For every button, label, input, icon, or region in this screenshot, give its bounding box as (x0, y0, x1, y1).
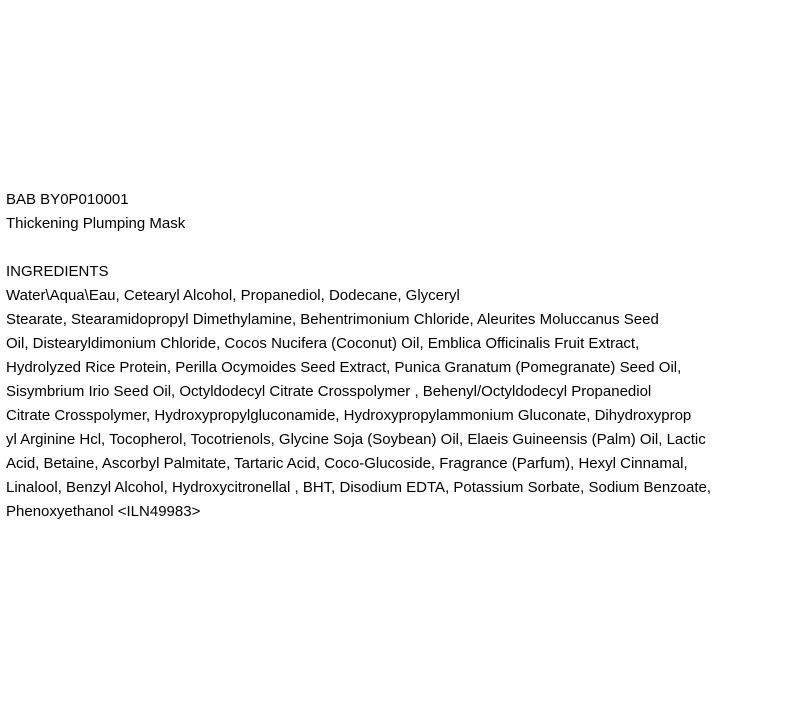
ingredients-line-3: Oil, Distearyldimonium Chloride, Cocos Nucifera (Coconut) Oil, Emblica Officinalis Fruit Extract, (6, 335, 640, 352)
ingredients-line-2: Stearate, Stearamidopropyl Dimethylamine, Behentrimonium Chloride, Aleurites Moluccanus Seed (6, 311, 659, 328)
ingredients-line-10: Phenoxyethanol <ILN49983> (6, 503, 201, 520)
ingredients-heading: INGREDIENTS (6, 263, 109, 280)
ingredients-line-8: Acid, Betaine, Ascorbyl Palmitate, Tartaric Acid, Coco-Glucoside, Fragrance (Parfum), Hexyl Cinnamal, (6, 455, 688, 472)
ingredients-document (6, 188, 796, 524)
ingredients-line-5: Sisymbrium Irio Seed Oil, Octyldodecyl Citrate Crosspolymer , Behenyl/Octyldodecyl Propanediol (6, 383, 652, 400)
spacer (6, 236, 796, 260)
product-name: Thickening Plumping Mask (6, 215, 186, 232)
ingredients-line-7: yl Arginine Hcl, Tocopherol, Tocotrienols, Glycine Soja (Soybean) Oil, Elaeis Guineensis (Palm) Oil, Lactic (6, 431, 706, 448)
ingredients-line-4: Hydrolyzed Rice Protein, Perilla Ocymoides Seed Extract, Punica Granatum (Pomegranate) Seed Oil, (6, 359, 682, 376)
ingredients-line-9: Linalool, Benzyl Alcohol, Hydroxycitronellal , BHT, Disodium EDTA, Potassium Sorbate, Sodium Benzoate, (6, 479, 712, 496)
ingredients-line-1: Water\Aqua\Eau, Cetearyl Alcohol, Propanediol, Dodecane, Glyceryl (6, 287, 460, 304)
ingredients-line-6: Citrate Crosspolymer, Hydroxypropylgluconamide, Hydroxypropylammonium Gluconate, Dihydroxyprop (6, 407, 692, 424)
product-code: BAB BY0P010001 (6, 191, 129, 208)
